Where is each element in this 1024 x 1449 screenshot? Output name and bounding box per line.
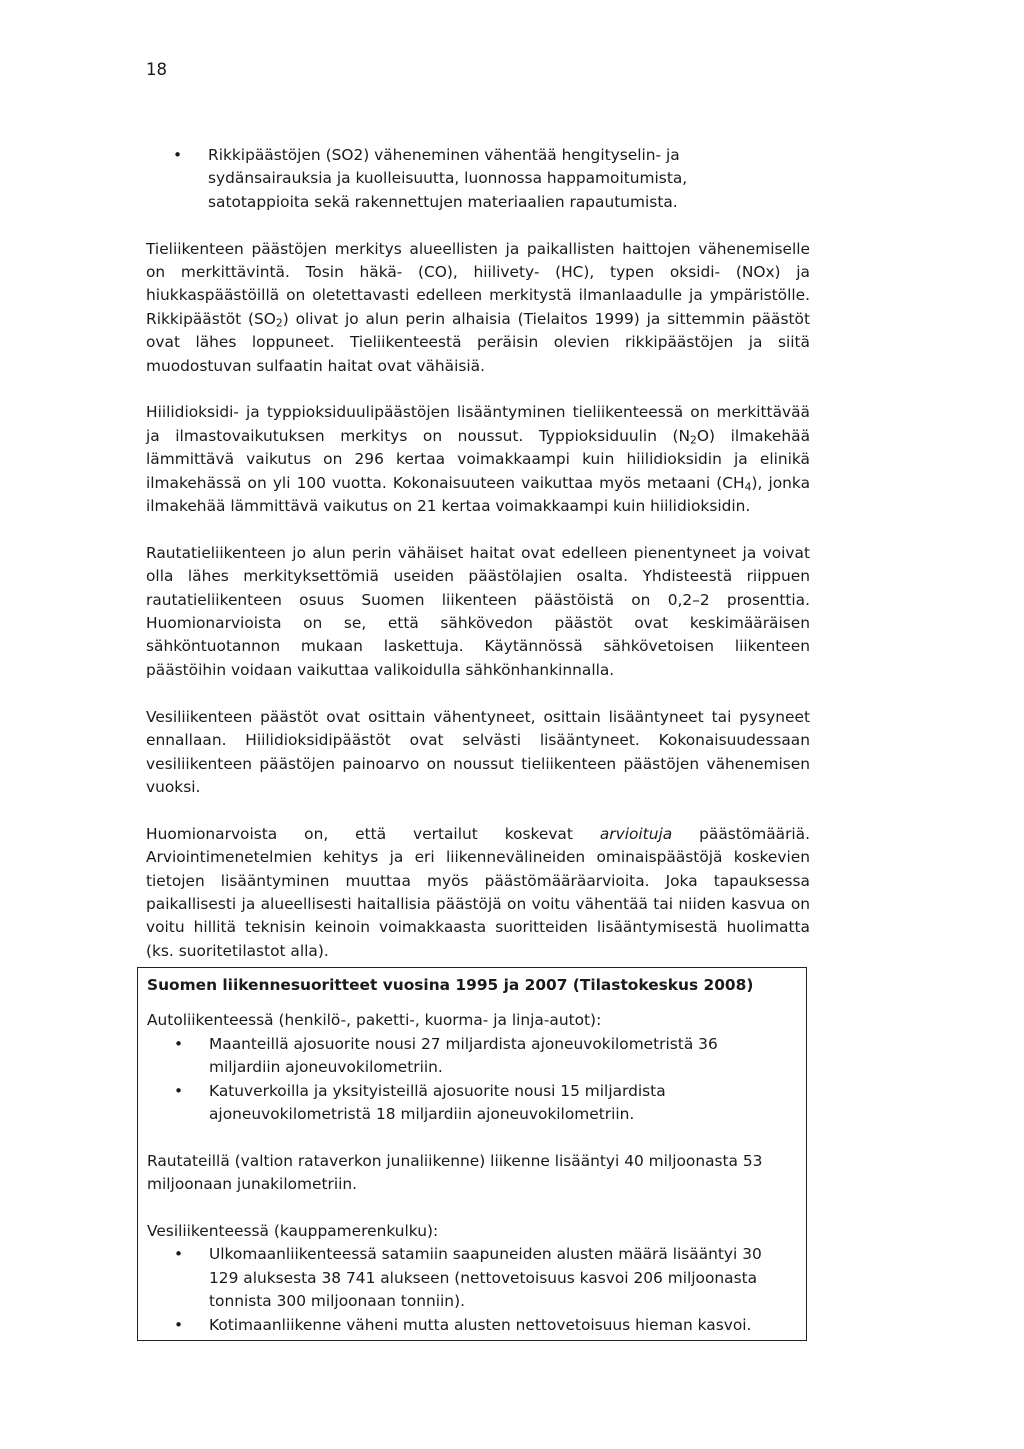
- paragraph-text: ), jonka ilmakehää lämmittävä vaikutus on 21 kertaa voimakkaampi kuin hiilidioksidin.: [146, 473, 810, 516]
- water-intro: Vesiliikenteessä (kauppamerenkulku):: [147, 1222, 439, 1241]
- bullet-icon: •: [174, 1034, 184, 1053]
- paragraph-rail: Rautatieliikenteen jo alun perin vähäiset haitat ovat edelleen pienentyneet ja voivat olla lähes merkityksettömiä useiden päästölajien osalta. Yhdisteestä riippuen rautatieliikenteen osuus Suomen liikenteen päästöistä on 0,2–2 prosenttia. Huomionarvioista on se, että sähkövedon päästöt ovat keskimääräisen sähköntuotannon mukaan laskettuja. Käytännössä sähkövetoisen liikenteen päästöihin voidaan vaikuttaa valikoidulla sähkönhankinnalla.: [146, 543, 810, 679]
- bullet-text: Rikkipäästöjen (SO2) väheneminen vähentää hengityselin- ja sydänsairauksia ja kuolleisuutta, luonnossa happamoitumista, satotappioita sekä rakennettujen materiaalien rapautumista.: [208, 146, 688, 211]
- bullet-text: Maanteillä ajosuorite nousi 27 miljardista ajoneuvokilometristä 36 miljardiin ajoneuvokilometriin.: [209, 1034, 718, 1077]
- rail-text: Rautateillä (valtion rataverkon junaliikenne) liikenne lisääntyi 40 miljoonasta 53 miljoonaan junakilometriin.: [147, 1151, 763, 1194]
- list-item: [146, 144, 810, 214]
- paragraph-greenhouse-gases: [146, 401, 810, 518]
- paragraph-text: ) olivat jo alun perin alhaisia (Tielaitos 1999) ja sittemmin päästöt ovat lähes loppuneet. Tieliikenteestä peräisin olevien rikkipäästöjen ja siitä muodostuvan sulfaatin haitat ovat vähäisiä.: [146, 309, 810, 375]
- paragraph-estimates: [146, 823, 810, 963]
- bullet-text: Kotimaanliikenne väheni mutta alusten nettovetoisuus hieman kasvoi.: [209, 1315, 752, 1334]
- page-number: 18: [146, 60, 167, 79]
- statistics-box: [137, 967, 807, 1341]
- paragraph-text: Hiilidioksidi- ja typpioksiduulipäästöjen lisääntyminen tieliikenteessä on merkittävää ja ilmastovaikutuksen merkitys on noussut. Typpioksiduulin (N: [146, 403, 810, 445]
- road-list: [147, 1033, 798, 1127]
- list-item: [147, 1033, 798, 1080]
- paragraph-text: Huomionarvoista on, että vertailut koskevat: [146, 824, 600, 843]
- paragraph-water: Vesiliikenteen päästöt ovat osittain vähentyneet, osittain lisääntyneet tai pysyneet ennallaan. Hiilidioksidipäästöt ovat selvästi lisääntyneet. Kokonaisuudessaan vesiliikenteen päästöjen painoarvo on noussut tieliikenteen päästöjen vähenemisen vuoksi.: [146, 707, 810, 796]
- subscript: 2: [690, 433, 697, 447]
- bullet-icon: •: [174, 1081, 184, 1100]
- top-bullet-list: [146, 144, 810, 214]
- bullet-icon: •: [174, 1245, 184, 1264]
- road-intro: Autoliikenteessä (henkilö-, paketti-, kuorma- ja linja-autot):: [147, 1011, 602, 1030]
- paragraph-text: päästömääriä. Arviointimenetelmien kehitys ja eri liikennevälineiden ominaispäästöjä koskevien tietojen lisääntyminen muuttaa myös päästömääräarvioita. Joka tapauksessa paikallisesti ja alueellisesti haitallisia päästöjä on voitu vähentää tai niiden kasvua on voitu hillitä teknisin keinoin voimakkaasta suoritteiden lisääntymisestä huolimatta (ks. suoritetilastot alla).: [146, 824, 811, 960]
- main-text: [146, 144, 810, 963]
- bullet-icon: •: [174, 1315, 184, 1334]
- bullet-icon: •: [173, 146, 183, 164]
- paragraph-text: Tieliikenteen päästöjen merkitys alueellisten ja paikallisten haittojen vähenemiselle on merkittävintä. Tosin häkä- (CO), hiilivety- (HC), typen oksidi- (NOx) ja hiukkaspäästöillä on oletettavasti edelleen merkitystä ilmanlaadulle ja ympäristölle. Rikkipäästöt (SO: [146, 239, 810, 328]
- bullet-text: Katuverkoilla ja yksityisteillä ajosuorite nousi 15 miljardista ajoneuvokilometristä 18 miljardiin ajoneuvokilometriin.: [209, 1081, 666, 1124]
- water-list: [147, 1243, 798, 1337]
- list-item: [147, 1314, 798, 1337]
- list-item: [147, 1243, 798, 1313]
- paragraph-road-emissions: [146, 238, 810, 378]
- box-title: Suomen liikennesuoritteet vuosina 1995 ja 2007 (Tilastokeskus 2008): [147, 976, 754, 994]
- bullet-text: Ulkomaanliikenteessä satamiin saapuneiden alusten määrä lisääntyi 30 129 aluksesta 38 741 alukseen (nettovetoisuus kasvoi 206 miljoonasta tonnista 300 miljoonaan tonniin).: [209, 1245, 762, 1311]
- emphasis-text: arvioituja: [599, 824, 673, 843]
- subscript: 4: [744, 480, 752, 494]
- list-item: [147, 1080, 798, 1127]
- subscript: 2: [275, 316, 283, 330]
- paragraph-text: O) ilmakehää lämmittävä vaikutus on 296 kertaa voimakkaampi kuin hiilidioksidin ja elinikä ilmakehässä on yli 100 vuotta. Kokonaisuuteen vaikuttaa myös metaani (CH: [146, 426, 811, 492]
